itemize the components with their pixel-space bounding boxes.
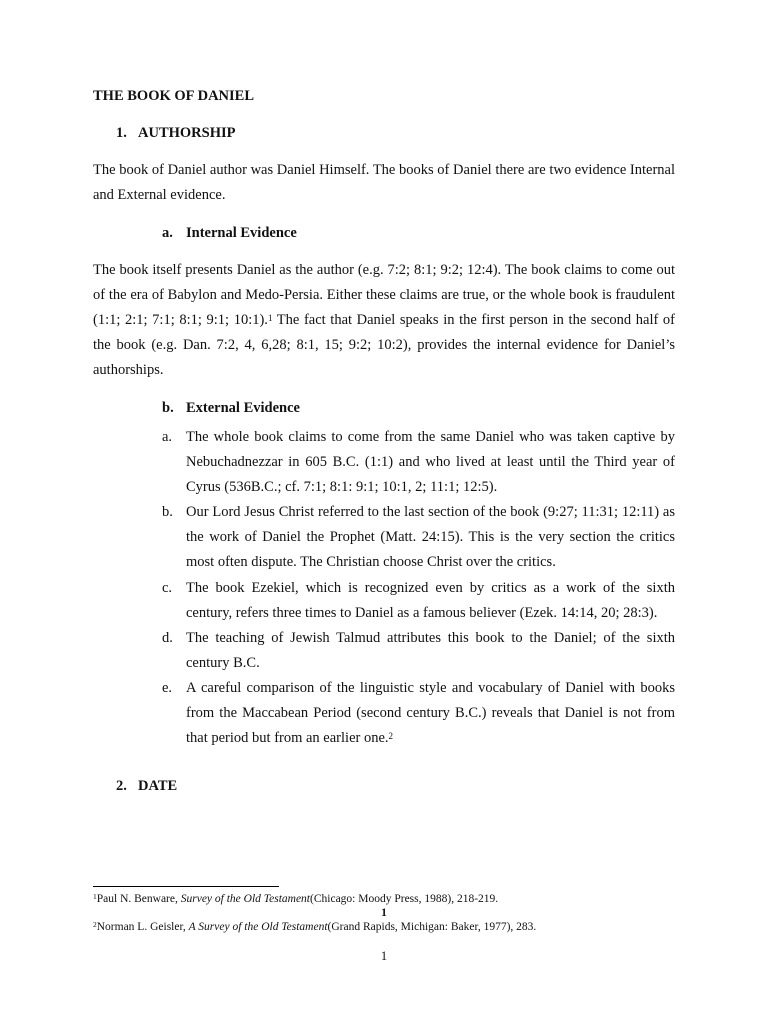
list-marker: c. [162, 579, 173, 596]
list-item-text: Our Lord Jesus Christ referred to the last section of the book (9:27; 11:31; 12:11) as the work of Daniel the Prophet (Matt. 24:15). This is the very section the critics most often dispute. The Christian choose Christ over the critics. [186, 504, 675, 571]
list-marker: e. [162, 679, 173, 696]
internal-evidence-paragraph [93, 258, 675, 383]
subsection-letter: a. [162, 225, 173, 241]
subheading-external-evidence [162, 400, 300, 417]
external-evidence-list [162, 425, 675, 751]
list-item [162, 425, 675, 500]
subsection-title: External Evidence [186, 400, 300, 416]
list-marker: b. [162, 504, 173, 521]
document-title: THE BOOK OF DANIEL [93, 88, 255, 104]
list-item-text: The teaching of Jewish Talmud attributes this book to the Daniel; of the sixth century B.C. [186, 629, 675, 671]
list-item [162, 676, 675, 751]
footnote-divider [93, 886, 279, 887]
footnote-book-title: Survey of the Old Testament [180, 893, 311, 905]
list-item [162, 576, 675, 626]
list-marker: d. [162, 629, 173, 646]
section-number: 1. [116, 125, 127, 141]
subheading-internal-evidence [162, 225, 297, 242]
footnote-citation: (Grand Rapids, Michigan: Baker, 1977), 283. [327, 921, 537, 933]
footnote-author: Norman L. Geisler, [96, 921, 189, 933]
footnote-number: 2 [93, 920, 97, 929]
page-number: 1 [380, 949, 388, 963]
footnote-ref-1[interactable]: 1 [267, 313, 273, 324]
section-title: AUTHORSHIP [138, 125, 236, 141]
subsection-title: Internal Evidence [186, 225, 297, 241]
list-item-text: A careful comparison of the linguistic style and vocabulary of Daniel with books from the Maccabean Period (second century B.C.) reveals that Daniel is not from that period but from an earlier one. [186, 679, 675, 747]
list-item [162, 500, 675, 575]
footnote-2 [93, 921, 536, 933]
list-marker: a. [162, 429, 173, 445]
footnote-1 [93, 893, 498, 905]
section-number: 2. [116, 778, 127, 794]
list-item-text: The whole book claims to come from the same Daniel who was taken captive by Nebuchadnezzar in 605 B.C. (1:1) and who lived at least until the Third year of Cyrus (536B.C.; cf. 7:1; 8:1: 9:1; 10:1, 2; 11:1; 12:5). [186, 429, 675, 496]
list-item [162, 626, 675, 676]
section-heading-authorship [116, 125, 236, 142]
footnote-page-number: 1 [381, 907, 387, 919]
section-title: DATE [138, 778, 178, 794]
authorship-intro-paragraph: The book of Daniel author was Daniel Himself. The books of Daniel there are two evidence Internal and External evidence. [93, 162, 675, 204]
footnote-author: Paul N. Benware, [96, 893, 181, 905]
internal-text-part1: The book itself presents Daniel as the author (e.g. 7:2; 8:1; 9:2; 12:4). The book claims to come out of the era of Babylon and Medo-Persia. Either these claims are true, or the whole book is fraudulent (1:1; 2:1; 7:1; 8:1; 9:1; 10:1). [93, 262, 675, 329]
footnote-citation: (Chicago: Moody Press, 1988), 218-219. [310, 893, 499, 905]
section-heading-date [116, 778, 177, 795]
footnote-ref-2[interactable]: 2 [388, 731, 394, 742]
list-item-text: The book Ezekiel, which is recognized even by critics as a work of the sixth century, refers three times to Daniel as a famous believer (Ezek. 14:14, 20; 28:3). [186, 579, 675, 621]
footnote-book-title: A Survey of the Old Testament [188, 921, 328, 933]
footnote-number: 1 [93, 892, 97, 901]
internal-text-part2: The fact that Daniel speaks in the first person in the second half of the book (e.g. Dan. 7:2, 4, 6,28; 8:1, 15; 9:2; 10:2), provides the internal evidence for Daniel’s authorships. [93, 312, 675, 379]
subsection-letter: b. [162, 400, 174, 416]
